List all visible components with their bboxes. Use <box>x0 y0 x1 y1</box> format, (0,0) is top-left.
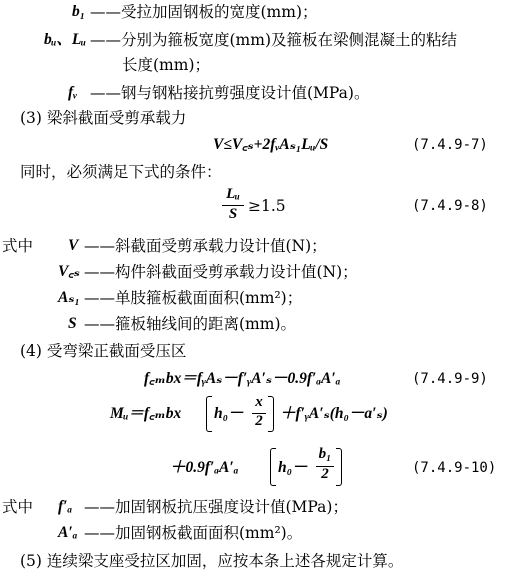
equation-7-4-9-7: V≤V꜀ₛ+2fᵥAₛ₁Lᵤ/S <box>213 136 329 153</box>
fraction-denominator-s: S <box>228 206 238 222</box>
definition-v: ——斜截面受剪承载力设计值(N)； <box>84 237 327 255</box>
symbol-b1: b₁ <box>72 3 86 20</box>
condition-intro: 同时，必须满足下式的条件： <box>20 163 222 181</box>
equation-10-line1-right: ＋f′ᵧA′ₛ(h₀－a′ₛ) <box>280 405 388 422</box>
paren-left-2 <box>270 448 276 486</box>
symbol-as1: Aₛ₁ <box>58 289 80 306</box>
definition-b1: ——受拉加固钢板的宽度(mm)； <box>90 3 318 21</box>
equation-8-rest: ≥1.5 <box>248 197 286 215</box>
symbol-bu-lu: bᵤ、Lᵤ <box>44 31 86 48</box>
fraction-num-b1: b₁ <box>318 446 332 462</box>
equation-7-4-9-9: f꜀ₘbx＝fᵧAₛ－f′ᵧA′ₛ－0.9f′ₐA′ₐ <box>144 370 341 387</box>
definition-vcs: ——构件斜截面受剪承载力设计值(N)； <box>84 263 358 281</box>
equation-10-line1-left: Mᵤ＝f꜀ₘbx <box>110 405 182 422</box>
paren-right-1 <box>268 396 274 432</box>
definition-bu-lu-cont: 长度(mm)； <box>122 56 210 74</box>
fraction-den-2b: 2 <box>321 466 329 482</box>
item5-text: (5) 连续梁支座受拉区加固，应按本条上述各规定计算。 <box>20 552 404 570</box>
symbol-aa-prime: A′ₐ <box>58 524 78 541</box>
definition-fa-prime: ——加固钢板抗压强度设计值(MPa)； <box>84 498 348 516</box>
equation-tag-9: (7.4.9-9) <box>412 371 488 387</box>
item4-heading: (4) 受弯梁正截面受压区 <box>20 342 187 360</box>
equation-tag-10: (7.4.9-10) <box>412 460 497 476</box>
symbol-vcs: V꜀ₛ <box>58 263 80 280</box>
equation-10-line1-paren: h₀－ <box>214 405 244 422</box>
paren-right-2 <box>336 448 342 486</box>
symbol-fa-prime: f′ₐ <box>58 498 73 515</box>
fraction-den-2: 2 <box>255 413 263 429</box>
definition-as1: ——单肢箍板截面面积(mm²)； <box>84 289 303 307</box>
definition-s: ——箍板轴线间的距离(mm)。 <box>84 315 296 333</box>
symbol-v: V <box>68 237 79 254</box>
fraction-numerator-lu: Lᵤ <box>226 186 240 202</box>
equation-tag-8: (7.4.9-8) <box>412 198 488 214</box>
item3-heading: (3) 梁斜截面受剪承载力 <box>20 109 187 127</box>
defs-prefix-mid: 式中 <box>2 237 34 255</box>
paren-left-1 <box>206 396 212 432</box>
symbol-s: S <box>68 315 77 332</box>
defs-prefix-bot: 式中 <box>2 498 34 516</box>
equation-10-line2-left: ＋0.9f′ₐA′ₐ <box>170 459 239 476</box>
symbol-fv: fᵥ <box>68 84 78 101</box>
definition-fv: ——钢与钢粘接抗剪强度设计值(MPa)。 <box>90 84 370 102</box>
definition-bu-lu: ——分别为箍板宽度(mm)及箍板在梁侧混凝土的粘结 <box>90 31 457 49</box>
equation-10-line2-paren: h₀－ <box>278 459 308 476</box>
equation-tag-7: (7.4.9-7) <box>412 137 488 153</box>
fraction-num-x: x <box>255 394 263 410</box>
definition-aa-prime: ——加固钢板截面面积(mm²)。 <box>84 524 303 542</box>
